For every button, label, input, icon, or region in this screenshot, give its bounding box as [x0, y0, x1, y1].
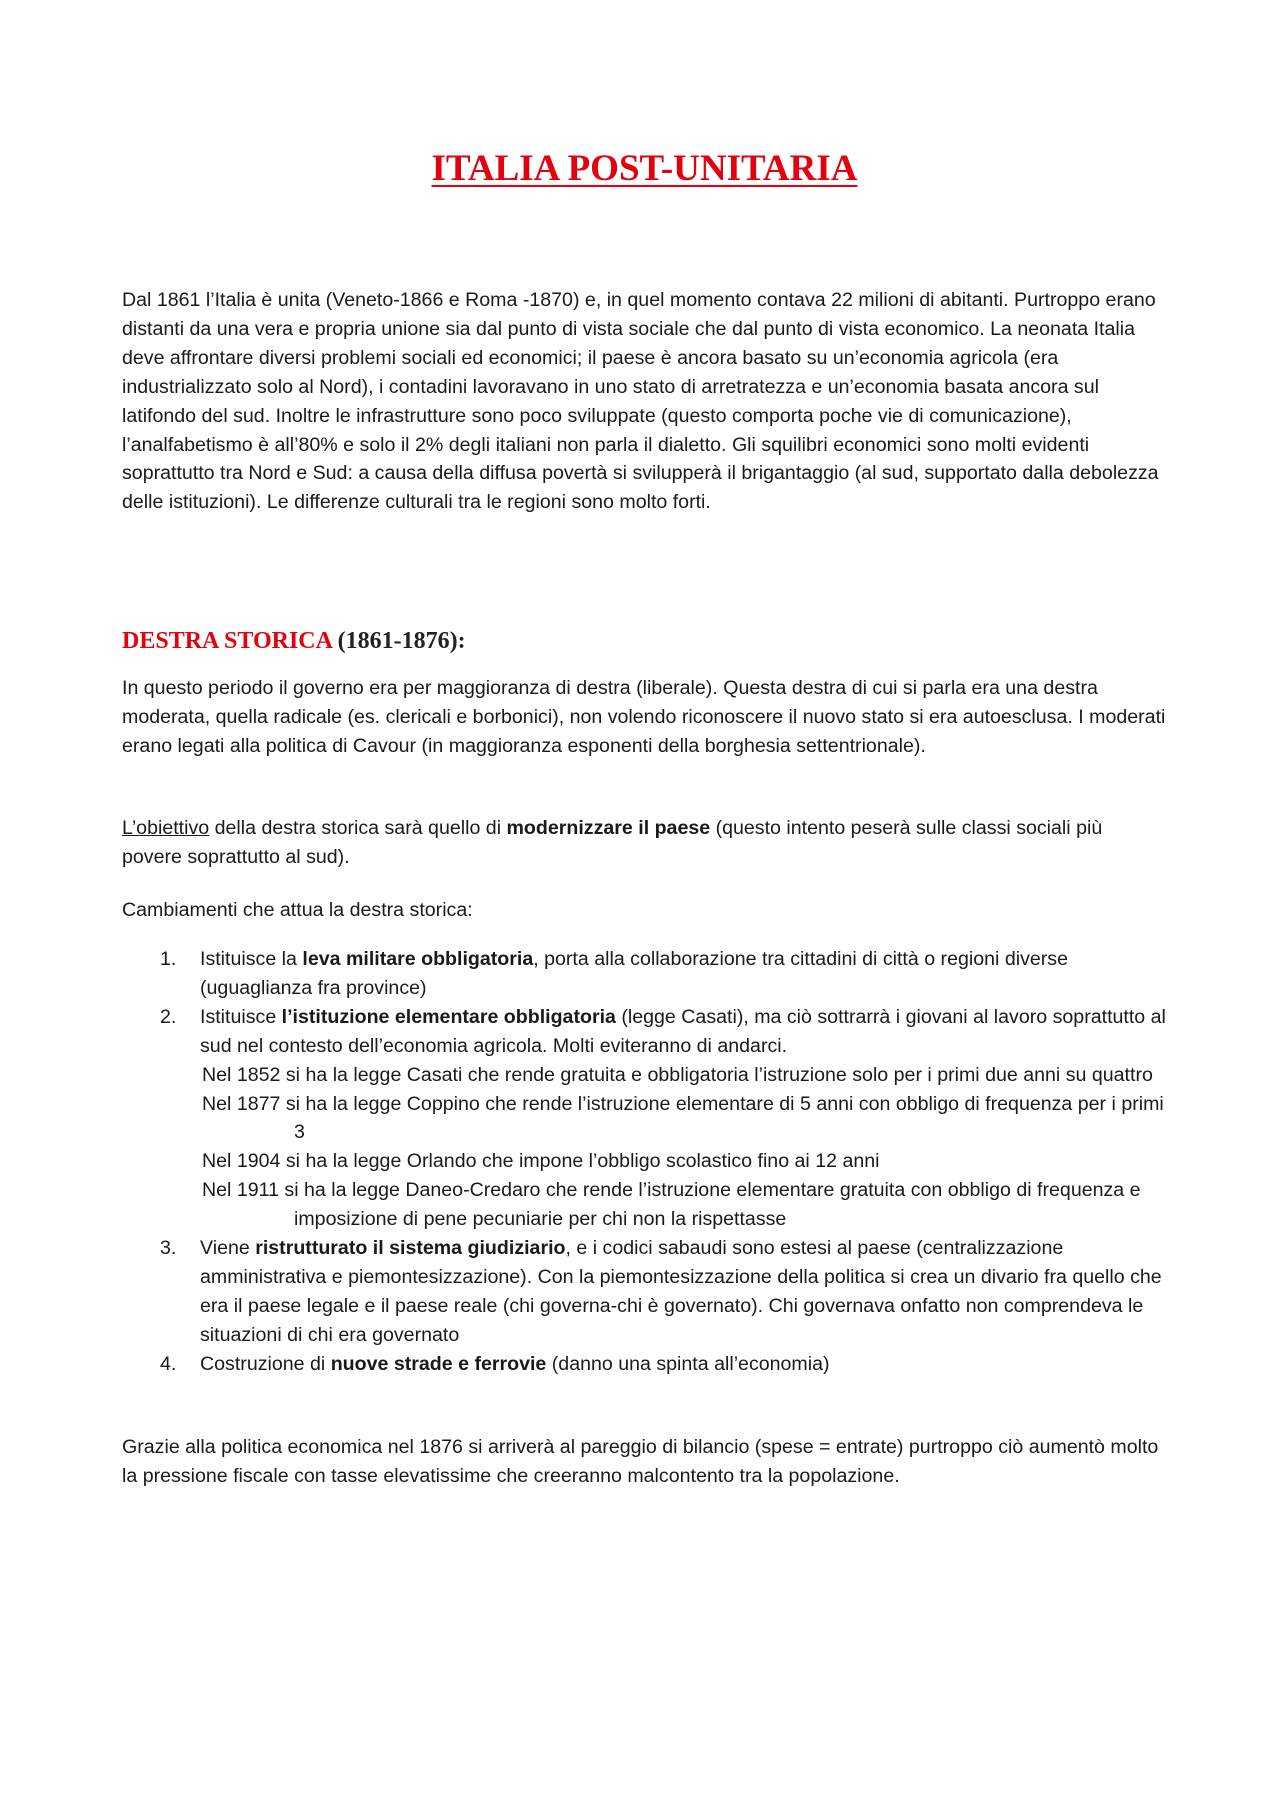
list-item-number: 3.: [160, 1237, 177, 1260]
list-item-text: , porta alla collaborazione tra cittadini di città o regioni diverse (uguaglianza fra province): [200, 948, 1068, 999]
list-item-bold: ristrutturato il sistema giudiziario: [255, 1237, 566, 1260]
objective-bold: modernizzare il paese: [506, 817, 711, 839]
list-item-bold: leva militare obbligatoria: [302, 948, 534, 970]
law-item: Nel 1852 si ha la legge Casati che rende gratuita e obbligatoria l’istruzione solo per i primi due anni su quattro: [202, 1063, 1153, 1086]
list-item-text: Istituisce la: [200, 948, 303, 970]
list-item-text: Viene: [200, 1237, 256, 1260]
list-item-number: 2.: [160, 1005, 177, 1028]
section-paragraph-2: [122, 814, 1167, 872]
document-title: ITALIA POST-UNITARIA: [431, 148, 858, 189]
list-item-number: 4.: [160, 1352, 177, 1375]
list-item-bold: l’istituzione elementare obbligatoria: [281, 1005, 616, 1028]
section-paragraph-3: Cambiamenti che attua la destra storica:: [122, 899, 473, 921]
changes-list: [122, 945, 1167, 1379]
section-heading-dates: (1861-1876):: [331, 628, 466, 654]
intro-paragraph: Dal 1861 l’Italia è unita (Veneto-1866 e Roma -1870) e, in quel momento contava 22 milioni di abitanti. Purtroppo erano distanti da una vera e propria unione sia dal punto di vista sociale che dal punto di vista economico. La neonata Italia deve affrontare diversi problemi sociali ed economici; il paese è ancora basato su un’economia agricola (era industrializzato solo al Nord), i contadini lavoravano in uno stato di arretratezza e un’economia basata ancora sul latifondo del sud. Inoltre le infrastrutture sono poco sviluppate (questo comporta poche vie di comunicazione), l’analfabetismo è all’80% e solo il 2% degli italiani non parla il dialetto. Gli squilibri economici sono molti evidenti soprattutto tra Nord e Sud: a causa della diffusa povertà si svilupperà il brigantaggio (al sud, supportato dalla debolezza delle istituzioni). Le differenze culturali tra le regioni sono molto forti.: [122, 289, 1159, 514]
list-item: [122, 945, 1167, 1003]
law-item: Nel 1911 si ha la legge Daneo-Credaro che rende l’istruzione elementare gratuita con obbligo di frequenza e imposizione di pene pecuniarie per chi non la rispettasse: [202, 1179, 1141, 1231]
list-item: [122, 1003, 1167, 1234]
list-item-number: 1.: [160, 948, 177, 970]
section-paragraph-4: Grazie alla politica economica nel 1876 si arriverà al pareggio di bilancio (spese = entrate) purtroppo ciò aumentò molto la pressione fiscale con tasse elevatissime che creeranno malcontento tra la popolazione.: [122, 1436, 1159, 1487]
section-heading: [122, 626, 466, 656]
list-item-text: Istituisce: [200, 1005, 282, 1028]
objective-text-after: (questo intento peserà sulle classi sociali più povere soprattutto al sud).: [122, 817, 1103, 868]
laws-list: [200, 1061, 1167, 1234]
law-item: Nel 1877 si ha la legge Coppino che rende l’istruzione elementare di 5 anni con obbligo di frequenza per i primi 3: [202, 1092, 1164, 1144]
list-item-text: (legge Casati), ma ciò sottrarrà i giovani al lavoro soprattutto al sud nel contesto dell’economia agricola. Molti eviteranno di andarci.: [200, 1005, 1166, 1057]
list-item: [122, 1234, 1167, 1350]
section-paragraph-1: In questo periodo il governo era per maggioranza di destra (liberale). Questa destra di cui si parla era una destra moderata, quella radicale (es. clericali e borbonici), non volendo riconoscere il nuovo stato si era autoesclusa. I moderati erano legati alla politica di Cavour (in maggioranza esponenti della borghesia settentrionale).: [122, 677, 1166, 757]
list-item: [122, 1350, 1167, 1379]
list-item-text: , e i codici sabaudi sono estesi al paese (centralizzazione amministrativa e piemontesizzazione). Con la piemontesizzazione della politica si crea un divario fra quello che era il paese legale e il paese reale (chi governa-chi è governato). Chi governava onfatto non comprendeva le situazioni di chi era governato: [200, 1237, 1162, 1346]
objective-label: L’obiettivo: [122, 817, 210, 839]
list-item-text: Costruzione di: [200, 1352, 331, 1375]
law-item: Nel 1904 si ha la legge Orlando che impone l’obbligo scolastico fino ai 12 anni: [202, 1150, 880, 1173]
objective-text-before: della destra storica sarà quello di: [209, 817, 507, 839]
section-heading-red: DESTRA STORICA: [122, 628, 332, 654]
list-item-text: (danno una spinta all’economia): [546, 1352, 830, 1375]
list-item-bold: nuove strade e ferrovie: [330, 1352, 547, 1375]
